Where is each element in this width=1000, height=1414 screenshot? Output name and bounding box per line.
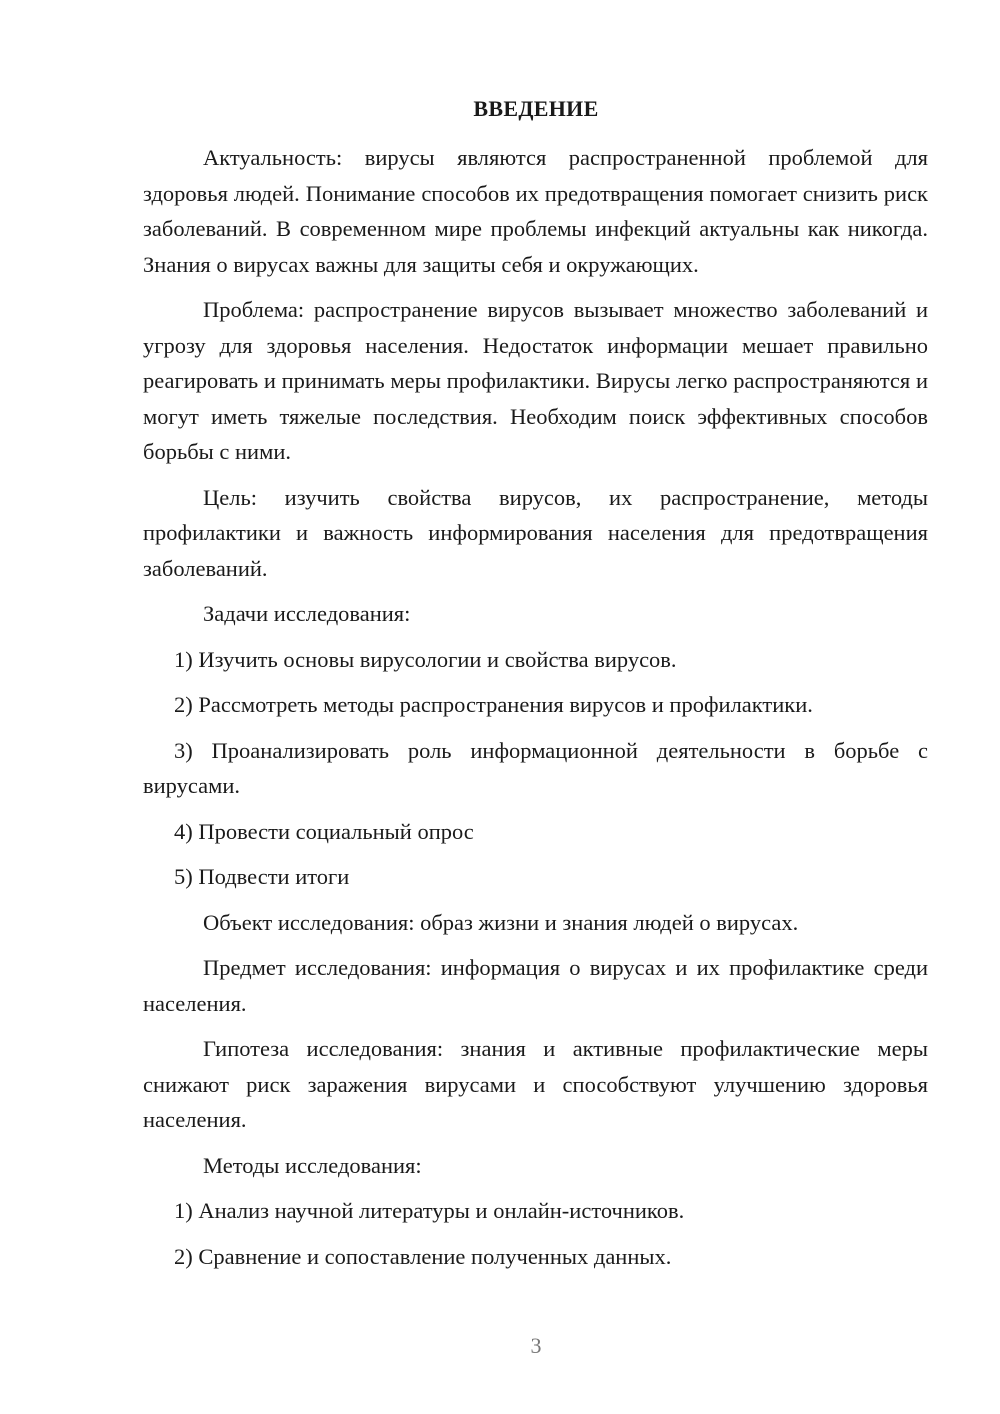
method-item: 2) Сравнение и сопоставление полученных данных. (174, 1243, 672, 1269)
method-item: 1) Анализ научной литературы и онлайн-источников. (174, 1198, 685, 1223)
task-item: 1) Изучить основы вирусологии и свойства вирусов. (174, 646, 677, 672)
paragraph-relevance: Актуальность: вирусы являются распространенной проблемой для здоровья людей. Понимание способов их предотвращения помогает снизить риск заболеваний. В современном мире проблемы инфекций актуальны как никогда. Знания о вирусах важны для защиты себя и окружающих. (143, 145, 928, 277)
task-item: 3) Проанализировать роль информационной деятельности в борьбе с вирусами. (143, 737, 928, 798)
paragraph-hypothesis: Гипотеза исследования: знания и активные профилактические меры снижают риск заражения вирусами и способствуют улучшению здоровья населения. (143, 1036, 928, 1132)
document-body (143, 140, 928, 1284)
page-number: 3 (530, 1333, 542, 1358)
paragraph-object: Объект исследования: образ жизни и знания людей о вирусах. (203, 909, 799, 935)
task-item: 2) Рассмотреть методы распространения вирусов и профилактики. (174, 692, 813, 717)
paragraph-tasks-heading: Задачи исследования: (203, 601, 411, 626)
task-item: 4) Провести социальный опрос (174, 818, 474, 844)
page-title: ВВЕДЕНИЕ (473, 96, 599, 121)
paragraph-goal: Цель: изучить свойства вирусов, их распространение, методы профилактики и важность информирования населения для предотвращения заболеваний. (143, 484, 928, 581)
paragraph-methods-heading: Методы исследования: (203, 1152, 422, 1178)
paragraph-problem: Проблема: распространение вирусов вызывает множество заболеваний и угрозу для здоровья населения. Недостаток информации мешает правильно реагировать и принимать меры профилактики. Вирусы легко распространяются и могут иметь тяжелые последствия. Необходим поиск эффективных способов борьбы с ними. (143, 297, 928, 464)
paragraph-subject: Предмет исследования: информация о вирусах и их профилактике среди населения. (143, 955, 928, 1016)
task-item: 5) Подвести итоги (174, 864, 350, 889)
